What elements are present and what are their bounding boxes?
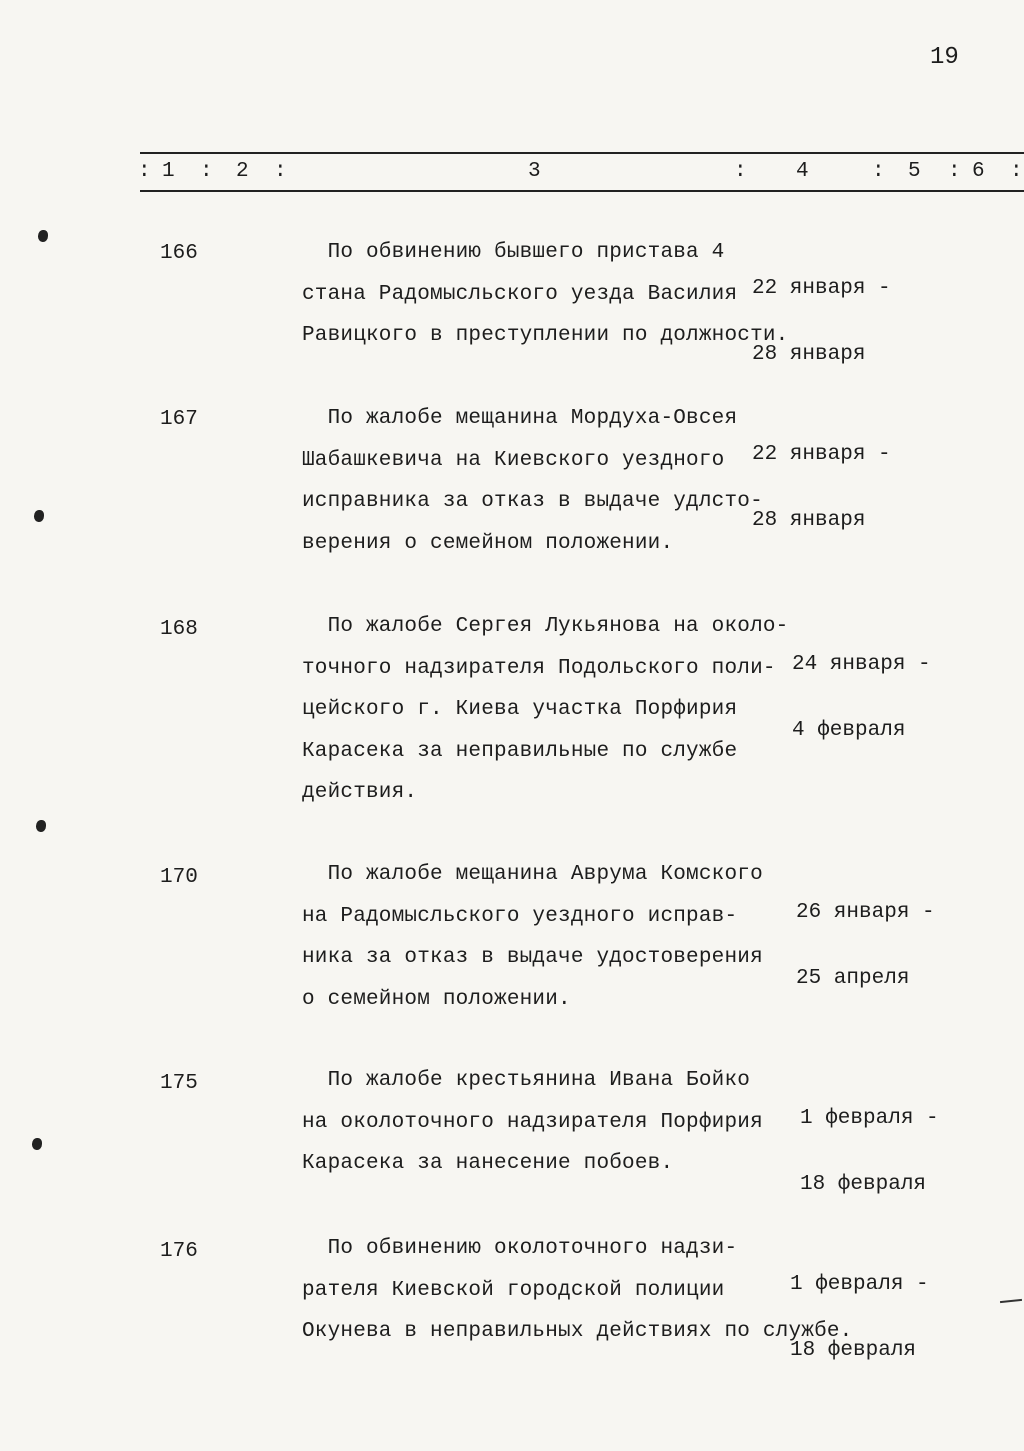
entry-description (302, 232, 802, 357)
description-line: По жалобе мещанина Аврума Комского (302, 863, 763, 886)
column-header-1: 1 (162, 160, 175, 183)
date-to: 18 февраля (790, 1339, 917, 1362)
entry-dates (752, 234, 891, 410)
column-separator: : (948, 160, 961, 183)
entry-dates (790, 1230, 929, 1406)
description-line: Карасека за неправильные по службе (302, 739, 738, 763)
date-from: 1 февраля - (790, 1273, 929, 1296)
column-separator: : (872, 160, 885, 183)
description-line: По жалобе Сергея Лукьянова на около- (302, 615, 789, 638)
column-header-4: 4 (796, 160, 809, 183)
entry-number: 168 (160, 618, 198, 641)
description-line: верения о семейном положении. (302, 531, 674, 555)
column-header-6: 6 (972, 160, 985, 183)
header-top-rule (140, 152, 1024, 154)
punch-hole-mark (38, 230, 48, 242)
entry-description (302, 1228, 853, 1353)
header-bottom-rule (140, 190, 1024, 192)
entry-dates (752, 400, 891, 576)
entry-description (302, 854, 802, 1020)
entry-number: 166 (160, 242, 198, 265)
description-line: цейского г. Киева участка Порфирия (302, 698, 738, 721)
date-from: 22 января - (752, 443, 891, 466)
punch-hole-mark (34, 510, 44, 522)
description-line: на околоточного надзирателя Порфирия (302, 1110, 763, 1134)
date-to: 4 февраля (792, 719, 906, 742)
description-line: Равицкого в преступлении по должности. (302, 324, 789, 347)
column-separator: : (138, 160, 151, 183)
entry-number: 167 (160, 408, 198, 431)
punch-hole-mark (32, 1138, 42, 1150)
description-line: действия. (302, 781, 418, 804)
description-line: Окунева в неправильных действиях по службе. (302, 1320, 853, 1343)
description-line: Шабашкевича на Киевского уездного (302, 448, 725, 472)
description-line: По жалобе крестьянина Ивана Бойко (302, 1069, 751, 1092)
entry-number: 176 (160, 1240, 198, 1263)
description-line: По жалобе мещанина Мордуха-Овсея (302, 407, 738, 430)
page-number: 19 (930, 44, 959, 71)
description-line: на Радомысльского уездного исправ- (302, 904, 738, 928)
entry-dates (792, 610, 931, 786)
column-separator: : (200, 160, 213, 183)
entry-description (302, 1060, 802, 1185)
date-from: 22 января - (752, 277, 891, 300)
description-line: По обвинению бывшего пристава 4 (302, 241, 725, 264)
entry-description (302, 606, 802, 814)
description-line: стана Радомысльского уезда Василия (302, 282, 738, 306)
description-line: точного надзирателя Подольского поли- (302, 656, 776, 680)
description-line: исправника за отказ в выдаче удлсто- (302, 490, 763, 513)
column-header-row (0, 160, 1024, 186)
description-line: По обвинению околоточного надзи- (302, 1237, 738, 1260)
date-from: 24 января - (792, 653, 931, 676)
column-separator: : (734, 160, 747, 183)
date-to: 18 февраля (800, 1173, 927, 1196)
description-line: о семейном положении. (302, 987, 571, 1011)
date-to: 28 января (752, 343, 866, 366)
description-line: ника за отказ в выдаче удостоверения (302, 946, 763, 969)
entry-number: 170 (160, 866, 198, 889)
column-separator: : (1010, 160, 1023, 183)
column-header-3: 3 (528, 160, 541, 183)
entry-number: 175 (160, 1072, 198, 1095)
column-header-5: 5 (908, 160, 921, 183)
date-to: 25 апреля (796, 967, 910, 990)
date-to: 28 января (752, 509, 866, 532)
description-line: Карасека за нанесение побоев. (302, 1152, 674, 1175)
entry-description (302, 398, 802, 564)
margin-dash-mark (1000, 1299, 1022, 1303)
entry-dates (796, 858, 935, 1034)
date-from: 26 января - (796, 901, 935, 924)
punch-hole-mark (36, 820, 46, 832)
description-line: рателя Киевской городской полиции (302, 1278, 725, 1302)
date-from: 1 февраля - (800, 1107, 939, 1130)
column-separator: : (274, 160, 287, 183)
column-header-2: 2 (236, 160, 249, 183)
entry-dates (800, 1064, 939, 1240)
